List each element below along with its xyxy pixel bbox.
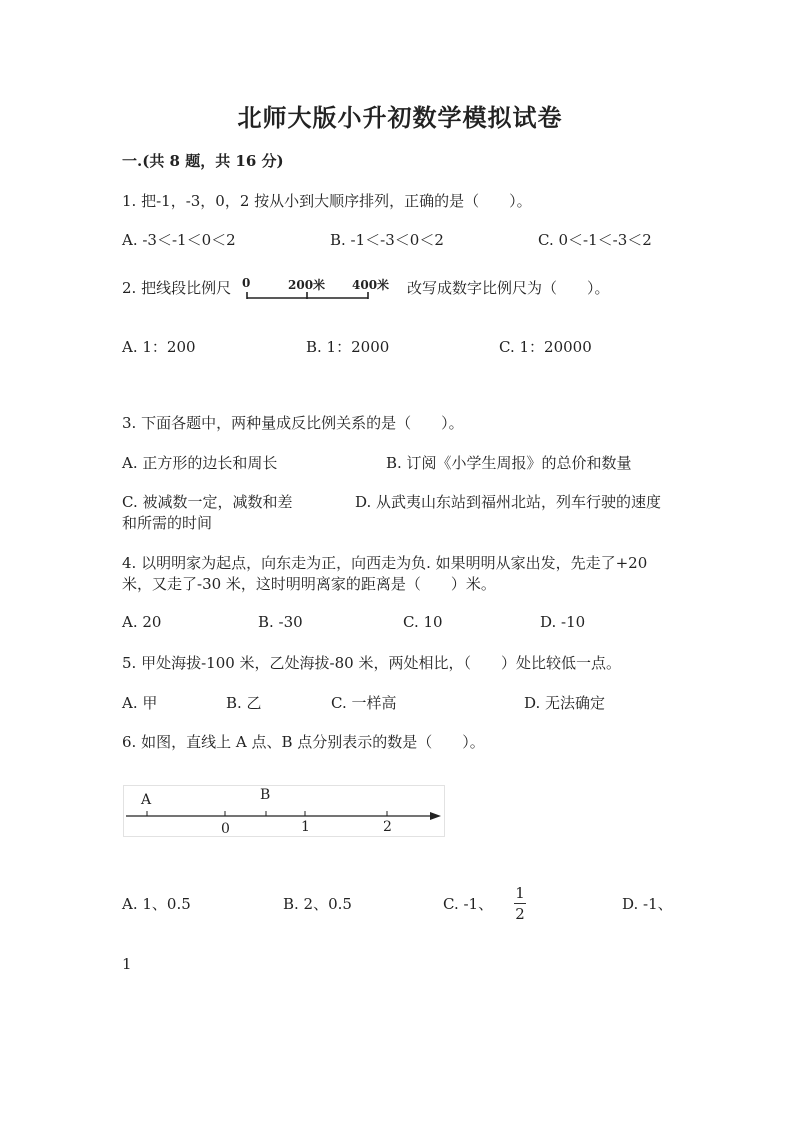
point-label-a: A (141, 792, 152, 808)
tick-label-1: 1 (301, 819, 310, 835)
scale-label-200: 200米 (288, 278, 326, 292)
q2-option-c: C. 1：20000 (499, 338, 592, 356)
question-1-stem: 1. 把-1，-3，0，2 按从小到大顺序排列，正确的是（ ）。 (122, 192, 532, 210)
q2-option-a: A. 1：200 (122, 338, 196, 356)
question-3-stem: 3. 下面各题中，两种量成反比例关系的是（ ）。 (122, 414, 464, 432)
q3-option-d: D. 从武夷山东站到福州北站，列车行驶的速度 (355, 493, 662, 511)
fraction-bar (514, 903, 526, 904)
point-label-b: B (260, 787, 271, 803)
arrow-right-icon (430, 812, 441, 820)
scale-bar (240, 290, 380, 304)
q6-option-d-continued: 1 (122, 955, 132, 973)
scale-label-400: 400米 (352, 278, 390, 292)
number-line-figure (123, 785, 445, 837)
q3-option-c: C. 被减数一定，减数和差 (122, 493, 293, 511)
q6-option-d: D. -1、 (622, 895, 673, 913)
scale-label-0: 0 (242, 276, 251, 290)
q4-option-a: A. 20 (122, 613, 162, 631)
q6-option-a: A. 1、0.5 (122, 895, 191, 913)
q3-option-a: A. 正方形的边长和周长 (122, 454, 278, 472)
fraction-numerator: 1 (515, 884, 525, 902)
q5-option-a: A. 甲 (122, 694, 158, 712)
q4-option-b: B. -30 (258, 613, 303, 631)
q2-option-b: B. 1：2000 (306, 338, 390, 356)
q1-option-b: B. -1＜-3＜0＜2 (330, 231, 444, 249)
section-header: 一.(共 8 题，共 16 分) (122, 152, 284, 170)
question-5-stem: 5. 甲处海拔-100 米，乙处海拔-80 米，两处相比，（ ）处比较低一点。 (122, 654, 621, 672)
q5-option-b: B. 乙 (226, 694, 262, 712)
q3-option-d-continued: 和所需的时间 (122, 514, 213, 532)
q4-option-d: D. -10 (540, 613, 586, 631)
q1-option-a: A. -3＜-1＜0＜2 (122, 231, 236, 249)
number-line (124, 786, 444, 836)
line-segment-scale (240, 272, 390, 304)
q6-option-b: B. 2、0.5 (283, 895, 352, 913)
q3-option-b: B. 订阅《小学生周报》的总价和数量 (386, 454, 632, 472)
tick-label-0: 0 (221, 821, 230, 837)
q6-option-c: C. -1、 (443, 895, 494, 913)
question-2-stem-post: 改写成数字比例尺为（ ）。 (407, 279, 610, 297)
question-4-stem-line-2: 米，又走了-30 米，这时明明离家的距离是（ ）米。 (122, 575, 496, 593)
q5-option-d: D. 无法确定 (524, 694, 606, 712)
question-2-stem-pre: 2. 把线段比例尺 (122, 279, 232, 297)
q5-option-c: C. 一样高 (331, 694, 397, 712)
q1-option-c: C. 0＜-1＜-3＜2 (538, 231, 652, 249)
tick-label-2: 2 (383, 819, 392, 835)
question-4-stem-line-1: 4. 以明明家为起点，向东走为正，向西走为负. 如果明明从家出发，先走了+20 (122, 554, 648, 572)
q4-option-c: C. 10 (403, 613, 443, 631)
page-title: 北师大版小升初数学模拟试卷 (237, 103, 563, 132)
q6-option-c-fraction (514, 884, 526, 923)
question-6-stem: 6. 如图，直线上 A 点、B 点分别表示的数是（ ）。 (122, 733, 485, 751)
fraction-denominator: 2 (515, 905, 525, 923)
